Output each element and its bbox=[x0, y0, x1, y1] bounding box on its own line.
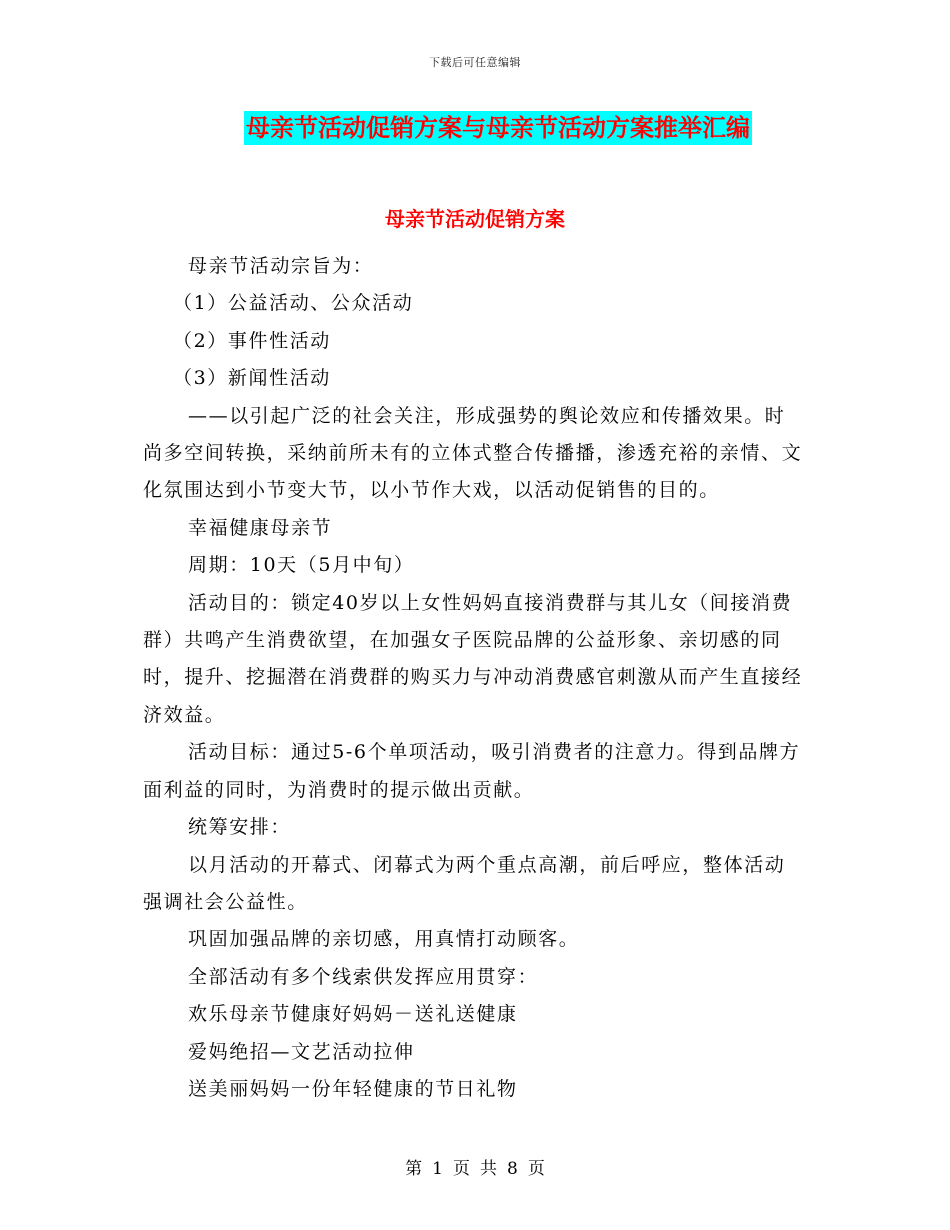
page-number-total: 8 bbox=[507, 1159, 518, 1179]
page-prefix: 第 bbox=[405, 1159, 423, 1179]
list-item: （1）公益活动、公众活动 bbox=[173, 292, 414, 315]
paragraph: 周期：10天（5月中旬） bbox=[188, 554, 415, 577]
list-item: （3）新闻性活动 bbox=[173, 367, 331, 390]
paragraph: 幸福健康母亲节 bbox=[188, 516, 333, 539]
page-suffix: 页 bbox=[527, 1159, 545, 1179]
document-title-block bbox=[0, 111, 950, 145]
document-title: 母亲节活动促销方案与母亲节活动方案推举汇编 bbox=[244, 111, 752, 145]
paragraph: 活动目标：通过5-6个单项活动，吸引消费者的注意力。得到品牌方面利益的同时，为消费时的提示做出贡献。 bbox=[143, 741, 801, 801]
paragraph: 巩固加强品牌的亲切感，用真情打动顾客。 bbox=[188, 928, 580, 951]
page-header-note: 下载后可任意编辑 bbox=[429, 56, 521, 69]
paragraph: 欢乐母亲节健康好妈妈－送礼送健康 bbox=[188, 1003, 518, 1026]
paragraph: 活动目的：锁定40岁以上女性妈妈直接消费群与其儿女（间接消费群）共鸣产生消费欲望，在加强女子医院品牌的公益形象、亲切感的同时，提升、挖掘潜在消费群的购买力与冲动消费感官刺激从而产生直接经济效益。 bbox=[143, 591, 803, 726]
page-footer bbox=[0, 1154, 950, 1179]
paragraph: 以月活动的开幕式、闭幕式为两个重点高潮，前后呼应，整体活动强调社会公益性。 bbox=[143, 853, 786, 913]
paragraph: 爱妈绝招—文艺活动拉伸 bbox=[188, 1040, 415, 1063]
list-item: （2）事件性活动 bbox=[173, 329, 331, 352]
document-body bbox=[143, 248, 803, 1108]
paragraph: ——以引起广泛的社会关注，形成强势的舆论效应和传播效果。时尚多空间转换，采纳前所未有的立体式整合传播播，渗透充裕的亲情、文化氛围达到小节变大节，以小节作大戏，以活动促销售的目的。 bbox=[143, 404, 803, 502]
page-total-prefix: 共 bbox=[480, 1159, 497, 1179]
paragraph: 全部活动有多个线索供发挥应用贯穿： bbox=[188, 965, 539, 988]
paragraph: 统筹安排： bbox=[188, 816, 292, 839]
page-number-current: 1 bbox=[432, 1159, 443, 1179]
section-title: 母亲节活动促销方案 bbox=[385, 207, 565, 231]
paragraph: 送美丽妈妈一份年轻健康的节日礼物 bbox=[188, 1077, 518, 1100]
paragraph: 母亲节活动宗旨为： bbox=[188, 255, 374, 277]
page-mid: 页 bbox=[453, 1159, 470, 1179]
